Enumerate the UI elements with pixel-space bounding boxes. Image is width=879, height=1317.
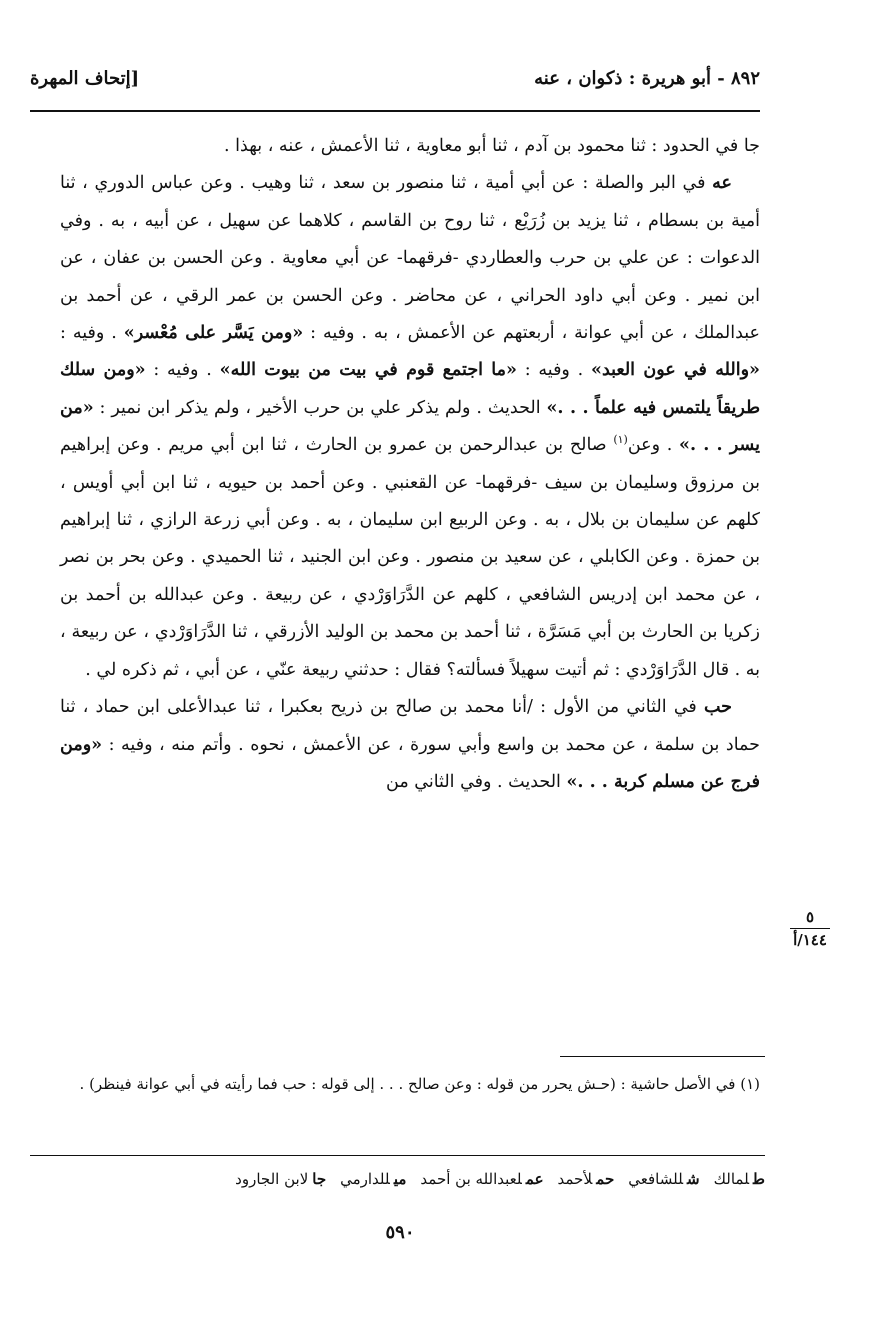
abbreviation-item xyxy=(558,1164,615,1194)
abbreviation-item xyxy=(235,1164,326,1194)
abbreviation-name: للشافعي xyxy=(628,1170,684,1188)
bold-text-segment: حب xyxy=(703,697,732,718)
abbreviation-code: ش xyxy=(687,1170,700,1188)
abbreviation-code: ط xyxy=(753,1170,765,1188)
bold-text-segment: «ما اجتمع قوم في بيت من بيوت الله» xyxy=(219,360,517,381)
abbreviation-name: لأحمد xyxy=(557,1170,593,1188)
abbreviation-name: للدارمي xyxy=(340,1170,390,1188)
bold-text-segment: «ومن سلك طريقاً يلتمس فيه علماً . . .» xyxy=(60,360,761,418)
abbreviation-code: مي xyxy=(393,1170,407,1188)
abbreviation-code: عم xyxy=(525,1170,544,1188)
abbreviation-item xyxy=(628,1164,699,1194)
text-segment: . وفيه : xyxy=(516,360,591,381)
bold-text-segment: «من يسر . . .» xyxy=(60,397,760,456)
bold-text-segment: عه xyxy=(712,173,732,194)
margin-reference xyxy=(780,908,840,949)
text-segment: جا في الحدود : ثنا محمود بن آدم ، ثنا أبو معاوية ، ثنا الأعمش ، عنه ، بهذا . xyxy=(224,136,760,156)
bold-text-segment: «ومن يَسَّر على مُعْسر» xyxy=(123,323,304,344)
text-segment: في البر والصلة : عن أبي أمية ، ثنا منصور بن سعد ، ثنا وهيب . وعن عباس الدوري ، ثنا أمية بن بسطام ، ثنا يزيد بن زُرَيْع ، ثنا روح بن القاسم ، كلاهما عن سهيل ، عن أبيه ، به . وفي الدعوات : عن علي بن حرب والعطاردي -فرقهما- عن أبي معاوية . وعن الحسن بن عفان ، عن ابن نمير . وعن أبي داود الحراني ، عن محاضر . وعن الحسن بن عمر الرقي ، عن أحمد بن عبدالملك ، عن أبي عوانة ، أربعتهم عن الأعمش ، به . وفيه : xyxy=(60,173,760,344)
footnote-rule xyxy=(560,1056,765,1057)
abbreviation-item xyxy=(420,1164,543,1194)
bold-text-segment: «والله في عون العبد» xyxy=(591,360,760,381)
abbreviation-name: لعبدالله بن أحمد xyxy=(420,1170,522,1188)
paragraph xyxy=(60,689,760,801)
text-segment: . وفيه : xyxy=(60,323,124,344)
paragraph xyxy=(60,165,760,689)
abbreviation-item xyxy=(714,1164,765,1194)
bold-text-segment: «ومن فرج عن مسلم كربة . . .» xyxy=(60,734,760,792)
abbreviation-code: جا xyxy=(312,1170,327,1188)
abbreviations-key xyxy=(30,1164,765,1194)
abbreviation-name: لمالك xyxy=(713,1170,750,1188)
text-segment: الحديث . وفي الثاني من xyxy=(386,771,567,792)
text-segment: في الثاني من الأول : /أنا محمد بن صالح بن ذريح بعكبرا ، ثنا عبدالأعلى ابن حماد ، ثنا حماد بن سلمة ، عن محمد بن واسع وأبي سورة ، عن الأعمش ، نحوه . وأتم منه ، وفيه : xyxy=(60,697,760,755)
section-title: ٨٩٢ - أبو هريرة : ذكوان ، عنه xyxy=(534,67,760,89)
text-segment: . وفيه : xyxy=(145,360,220,381)
running-header xyxy=(30,58,760,98)
page-number: ٥٩٠ xyxy=(385,1222,415,1243)
abbreviation-code: حم xyxy=(596,1170,615,1188)
book-title: [إتحاف المهرة xyxy=(30,67,140,89)
margin-folio: ١٤٤/أ xyxy=(793,931,827,949)
text-segment: الحديث . ولم يذكر علي بن حرب الأخير ، ولم يذكر ابن نمير : xyxy=(93,397,547,418)
footnote-marker: (١) xyxy=(613,433,628,447)
abbreviation-name: لابن الجارود xyxy=(235,1170,309,1188)
text-segment: . وعن xyxy=(627,435,679,456)
footnote: (١) في الأصل حاشية : (حـش يحرر من قوله : وعن صالح . . . إلى قوله : حب فما رأيته في أبي عوانة فينظر) . xyxy=(79,1075,760,1093)
abbreviations-rule xyxy=(30,1155,765,1156)
margin-number: ٥ xyxy=(790,908,830,929)
text-segment: صالح بن عبدالرحمن بن عمرو بن الحارث ، ثنا ابن أبي مريم . وعن إبراهيم بن مرزوق وسليمان بن سيف -فرقهما- عن القعنبي . وعن أحمد بن حيويه ، ثنا ابن أبي أويس ، كلهم عن سليمان بن بلال ، به . وعن الربيع ابن سليمان ، به . وعن أبي زرعة الرازي ، ثنا إبراهيم بن حمزة . وعن الكابلي ، عن سعيد بن منصور . وعن ابن الجنيد ، ثنا الحميدي . وعن بحر بن نصر ، عن محمد ابن إدريس الشافعي ، كلهم عن الدَّرَاوَرْدي ، عن ربيعة . وعن عبدالله بن أحمد بن زكريا بن الحارث بن أبي مَسَرَّة ، ثنا أحمد بن محمد بن الوليد الأزرقي ، ثنا الدَّرَاوَرْدي ، عن ربيعة ، به . قال الدَّرَاوَرْدي : ثم أتيت سهيلاً فسألته؟ فقال : حدثني ربيعة عنّي ، عن أبي ، ثم ذكره لي . xyxy=(60,435,760,680)
abbreviation-item xyxy=(340,1164,406,1194)
header-rule xyxy=(30,110,760,112)
main-text xyxy=(60,128,760,801)
paragraph xyxy=(60,128,760,165)
